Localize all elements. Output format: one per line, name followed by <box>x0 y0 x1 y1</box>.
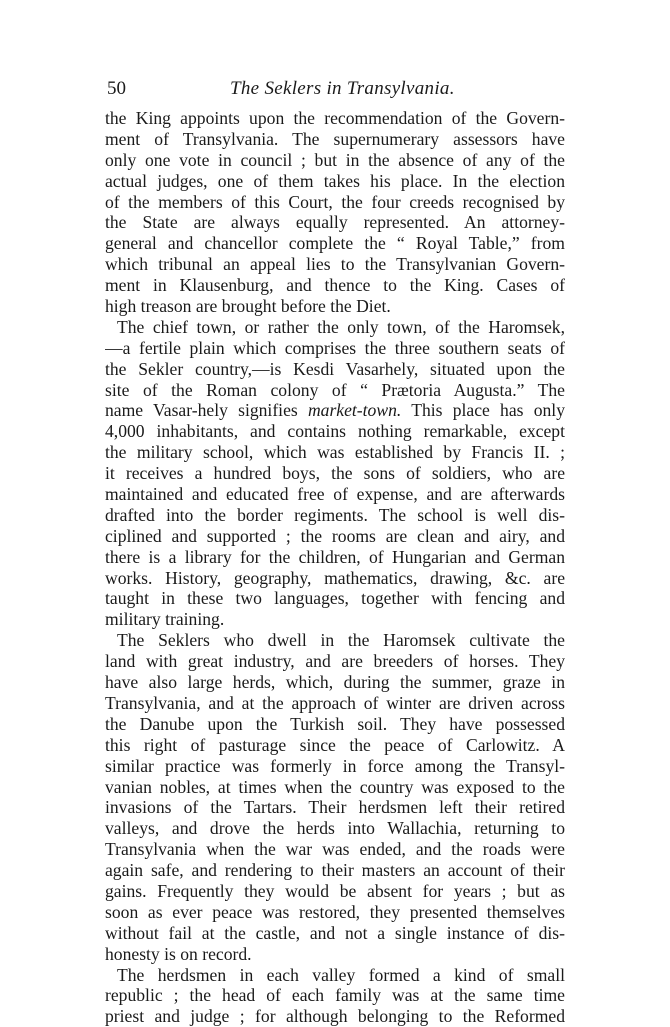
running-title: The Seklers in Transylvania. <box>230 78 455 99</box>
text-line <box>105 860 565 881</box>
text-segment: have also large herds, which, during the summer, graze in <box>105 672 565 693</box>
text-line <box>105 421 565 442</box>
text-segment: the King appoints upon the recommendation of the Govern- <box>105 108 565 128</box>
text-segment: soon as ever peace was restored, they presented themselves <box>105 901 565 922</box>
text-line <box>105 902 565 923</box>
page-header <box>105 78 565 108</box>
text-line <box>105 296 565 317</box>
text-segment: the Danube upon the Turkish soil. They have possessed <box>105 713 565 734</box>
text-line <box>105 380 565 401</box>
text-segment: the State are always equally represented. An attorney- <box>105 212 565 233</box>
text-segment: priest and judge ; for although belonging to the Reformed <box>105 1006 565 1027</box>
text-line <box>105 526 565 547</box>
text-segment: the Sekler country,—is Kesdi Vasarhely, situated upon the <box>105 358 565 379</box>
text-line <box>105 150 565 171</box>
text-segment: Transylvania, and at the approach of winter are driven across <box>105 692 565 713</box>
text-line <box>105 944 565 965</box>
text-segment: ment in Klausenburg, and thence to the King. Cases of <box>105 275 565 296</box>
text-segment: republic ; the head of each family was at the same time <box>105 985 565 1006</box>
text-line <box>105 693 565 714</box>
text-line <box>105 923 565 944</box>
text-line <box>105 839 565 860</box>
text-segment: high treason are brought before the Diet. <box>105 296 391 317</box>
text-segment: it receives a hundred boys, the sons of soldiers, who are <box>105 463 565 484</box>
text-segment: ciplined and supported ; the rooms are clean and airy, and <box>105 525 565 546</box>
text-segment: of the members of this Court, the four creeds recognised by <box>105 191 565 212</box>
text-segment: site of the Roman colony of “ Prætoria Augusta.” The <box>105 379 565 400</box>
text-segment: ment of Transylvania. The supernumerary assessors have <box>105 128 565 149</box>
italic-text-segment: market-town. <box>307 400 402 421</box>
text-line <box>105 1006 565 1027</box>
text-line <box>105 588 565 609</box>
text-line <box>105 881 565 902</box>
text-segment: invasions of the Tartars. Their herdsmen left their retired <box>105 797 565 818</box>
text-line <box>105 568 565 589</box>
text-line <box>105 777 565 798</box>
text-line <box>105 171 565 192</box>
text-line <box>105 108 565 129</box>
text-segment: This place has only <box>401 400 565 421</box>
text-segment: similar practice was formerly in force among the Transyl- <box>105 755 565 776</box>
text-segment: honesty is on record. <box>105 943 252 964</box>
text-segment: without fail at the castle, and not a single instance of dis- <box>105 922 565 943</box>
book-page <box>105 78 565 1027</box>
text-line <box>105 400 565 421</box>
text-line <box>105 212 565 233</box>
page-number: 50 <box>107 78 126 99</box>
text-segment: which tribunal an appeal lies to the Transylvanian Govern- <box>105 254 565 275</box>
text-line <box>105 254 565 275</box>
text-segment: vanian nobles, at times when the country was exposed to the <box>105 776 565 797</box>
text-line <box>105 797 565 818</box>
text-line <box>105 233 565 254</box>
text-segment: actual judges, one of them takes his place. In the election <box>105 170 565 191</box>
text-segment: land with great industry, and are breeders of horses. They <box>105 651 565 672</box>
text-segment: general and chancellor complete the “ Royal Table,” from <box>105 233 565 254</box>
text-line <box>105 505 565 526</box>
text-segment: there is a library for the children, of Hungarian and German <box>105 546 565 567</box>
text-segment: The herdsmen in each valley formed a kind of small <box>117 964 565 985</box>
text-line <box>105 129 565 150</box>
text-line <box>105 630 565 651</box>
text-segment: only one vote in council ; but in the absence of any of the <box>105 149 565 170</box>
text-line <box>105 651 565 672</box>
text-segment: maintained and educated free of expense, and are afterwards <box>105 484 565 505</box>
text-line <box>105 547 565 568</box>
text-line <box>105 463 565 484</box>
text-segment: works. History, geography, mathematics, drawing, &c. are <box>105 567 565 588</box>
text-segment: name Vasar-hely signifies <box>105 400 308 421</box>
text-line <box>105 735 565 756</box>
text-segment: the military school, which was established by Francis II. ; <box>105 442 565 463</box>
text-line <box>105 338 565 359</box>
text-segment: Transylvania when the war was ended, and the roads were <box>105 839 565 860</box>
text-segment: again safe, and rendering to their masters an account of their <box>105 860 565 881</box>
body-text <box>105 108 565 1027</box>
text-line <box>105 985 565 1006</box>
text-segment: taught in these two languages, together with fencing and <box>105 588 565 609</box>
text-line <box>105 672 565 693</box>
text-line <box>105 609 565 630</box>
text-segment: gains. Frequently they would be absent for years ; but as <box>105 880 565 901</box>
text-line <box>105 442 565 463</box>
text-line <box>105 192 565 213</box>
text-line <box>105 818 565 839</box>
text-segment: 4,000 inhabitants, and contains nothing remarkable, except <box>105 421 565 442</box>
text-line <box>105 714 565 735</box>
text-segment: this right of pasturage since the peace of Carlowitz. A <box>105 734 565 755</box>
text-line <box>105 756 565 777</box>
text-segment: The Seklers who dwell in the Haromsek cultivate the <box>117 630 565 651</box>
text-segment: valleys, and drove the herds into Wallachia, returning to <box>105 818 565 839</box>
text-segment: —a fertile plain which comprises the three southern seats of <box>105 337 565 358</box>
text-segment: military training. <box>105 609 225 630</box>
text-segment: drafted into the border regiments. The school is well dis- <box>105 504 565 525</box>
text-line <box>105 317 565 338</box>
text-line <box>105 275 565 296</box>
text-line <box>105 484 565 505</box>
text-segment: The chief town, or rather the only town, of the Haromsek, <box>117 316 565 337</box>
text-line <box>105 359 565 380</box>
text-line <box>105 965 565 986</box>
